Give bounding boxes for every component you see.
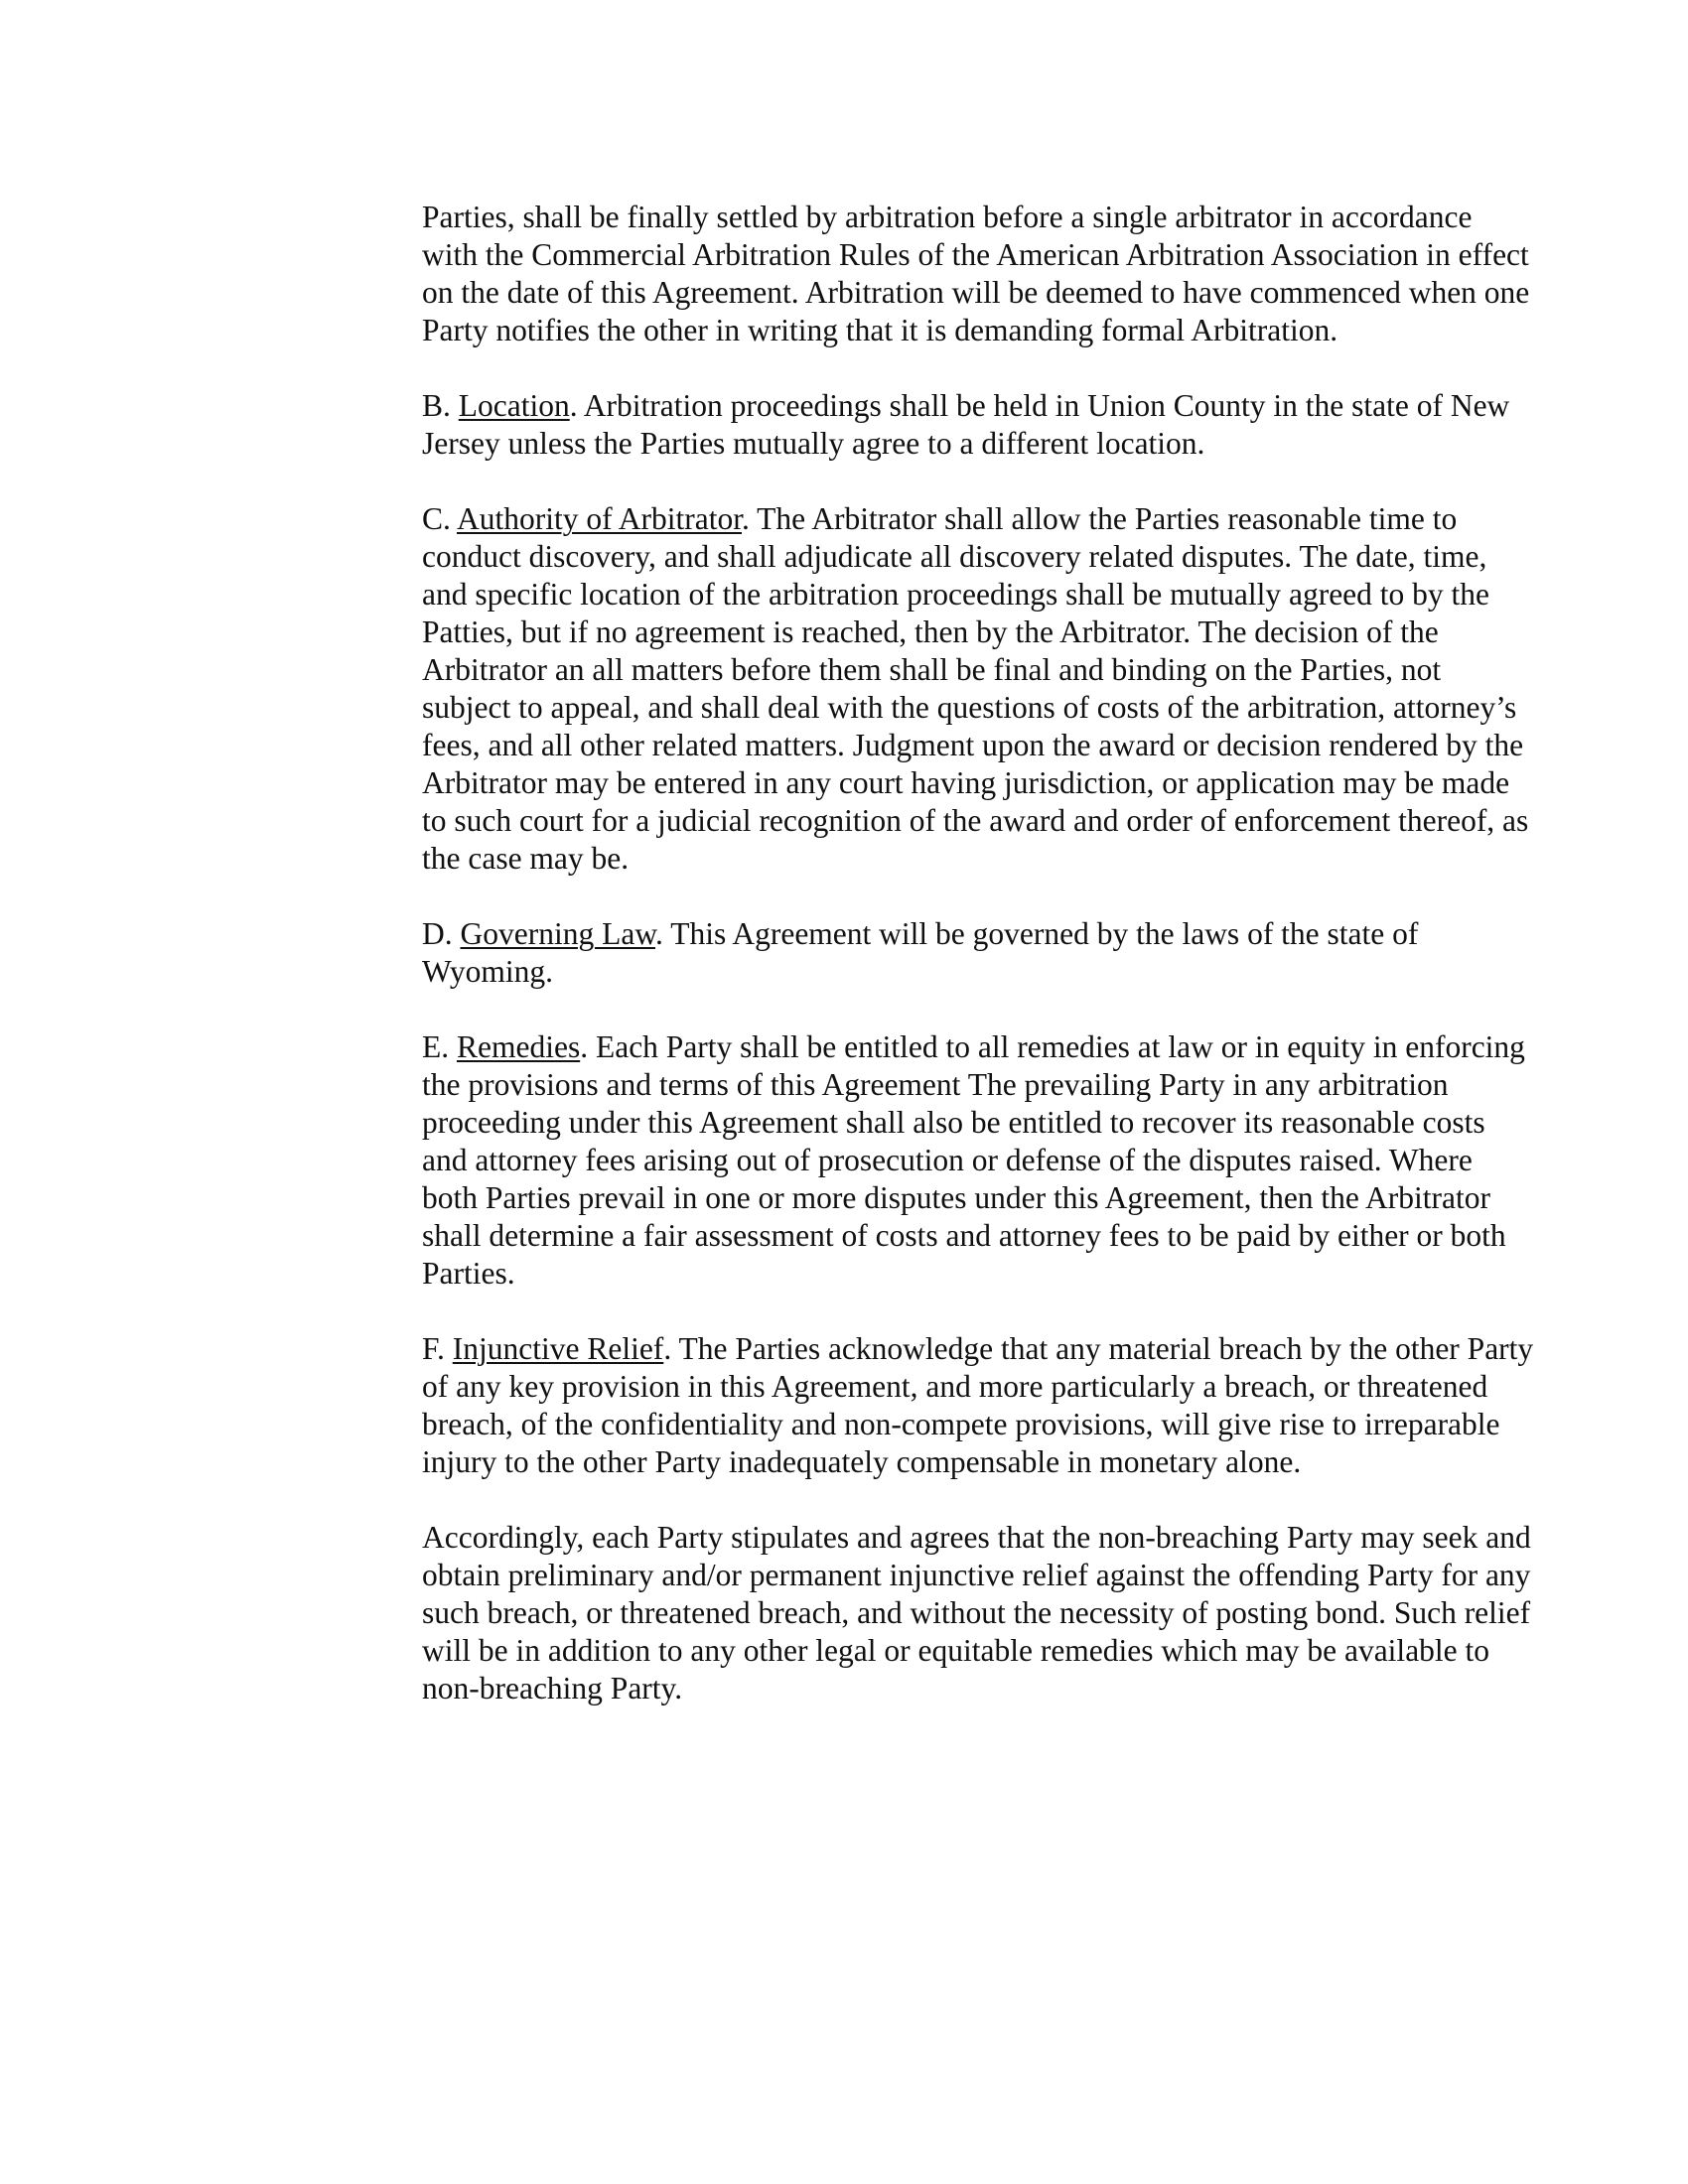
paragraph-body: The Arbitrator shall allow the Parties reasonable time to conduct discovery, and shall adjudicate all discovery related disputes. The date, time, and specific location of the arbitration proceedings shall be mutually agreed to by the Patties, but if no agreement is reached, then by the Arbitrator. The decision of the Arbitrator an all matters before them shall be final and binding on the Parties, not subject to appeal, and shall deal with the questions of costs of the arbitration, attorney’s fees, and all other related matters. Judgment upon the award or decision rendered by the Arbitrator may be entered in any court having jurisdiction, or application may be made to such court for a judicial recognition of the award and order of enforcement thereof, as the case may be. (422, 501, 1529, 876)
paragraph-accordingly (422, 1519, 1534, 1707)
paragraph-body: Arbitration proceedings shall be held in Union County in the state of New Jersey unless the Parties mutually agree to a different location. (422, 388, 1510, 461)
section-heading: Injunctive Relief (452, 1331, 664, 1366)
section-heading: Location (458, 388, 570, 423)
heading-period: . (569, 388, 578, 423)
heading-period: . (742, 501, 750, 536)
section-letter: E. (422, 1029, 457, 1064)
paragraph-arbitration-continued (422, 199, 1534, 349)
section-heading: Authority of Arbitrator (457, 501, 742, 536)
heading-period: . (655, 916, 663, 951)
section-f-injunctive-relief (422, 1330, 1534, 1481)
heading-period: . (580, 1029, 589, 1064)
paragraph-body: This Agreement will be governed by the laws of the state of Wyoming. (422, 916, 1419, 989)
section-b-location (422, 387, 1534, 463)
heading-period: . (663, 1331, 672, 1366)
section-letter: C. (422, 501, 458, 536)
paragraph-body: Each Party shall be entitled to all remedies at law or in equity in enforcing the provisions and terms of this Agreement The prevailing Party in any arbitration proceeding under this Agreement shall also be entitled to recover its reasonable costs and attorney fees arising out of prosecution or defense of the disputes raised. Where both Parties prevail in one or more disputes under this Agreement, then the Arbitrator shall determine a fair assessment of costs and attorney fees to be paid by either or both Parties. (422, 1029, 1525, 1291)
section-d-governing-law (422, 915, 1534, 991)
section-letter: F. (422, 1331, 453, 1366)
section-letter: B. (422, 388, 459, 423)
agreement-text (422, 199, 1534, 1707)
section-heading: Governing Law (460, 916, 656, 951)
paragraph-body: Parties, shall be finally settled by arbitration before a single arbitrator in accordance with the Commercial Arbitration Rules of the American Arbitration Association in effect on the date of this Agreement. Arbitration will be deemed to have commenced when one Party notifies the other in writing that it is demanding formal Arbitration. (422, 200, 1530, 347)
section-letter: D. (422, 916, 461, 951)
section-e-remedies (422, 1028, 1534, 1293)
section-c-authority-of-arbitrator (422, 500, 1534, 878)
paragraph-body: Accordingly, each Party stipulates and agrees that the non-breaching Party may seek and obtain preliminary and/or permanent injunctive relief against the offending Party for any such breach, or threatened breach, and without the necessity of posting bond. Such relief will be in addition to any other legal or equitable remedies which may be available to non-breaching Party. (422, 1520, 1531, 1706)
section-heading: Remedies (457, 1029, 581, 1064)
paragraph-body: The Parties acknowledge that any material breach by the other Party of any key provision in this Agreement, and more particularly a breach, or threatened breach, of the confidentiality and non-compete provisions, will give rise to irreparable injury to the other Party inadequately compensable in monetary alone. (422, 1331, 1534, 1479)
